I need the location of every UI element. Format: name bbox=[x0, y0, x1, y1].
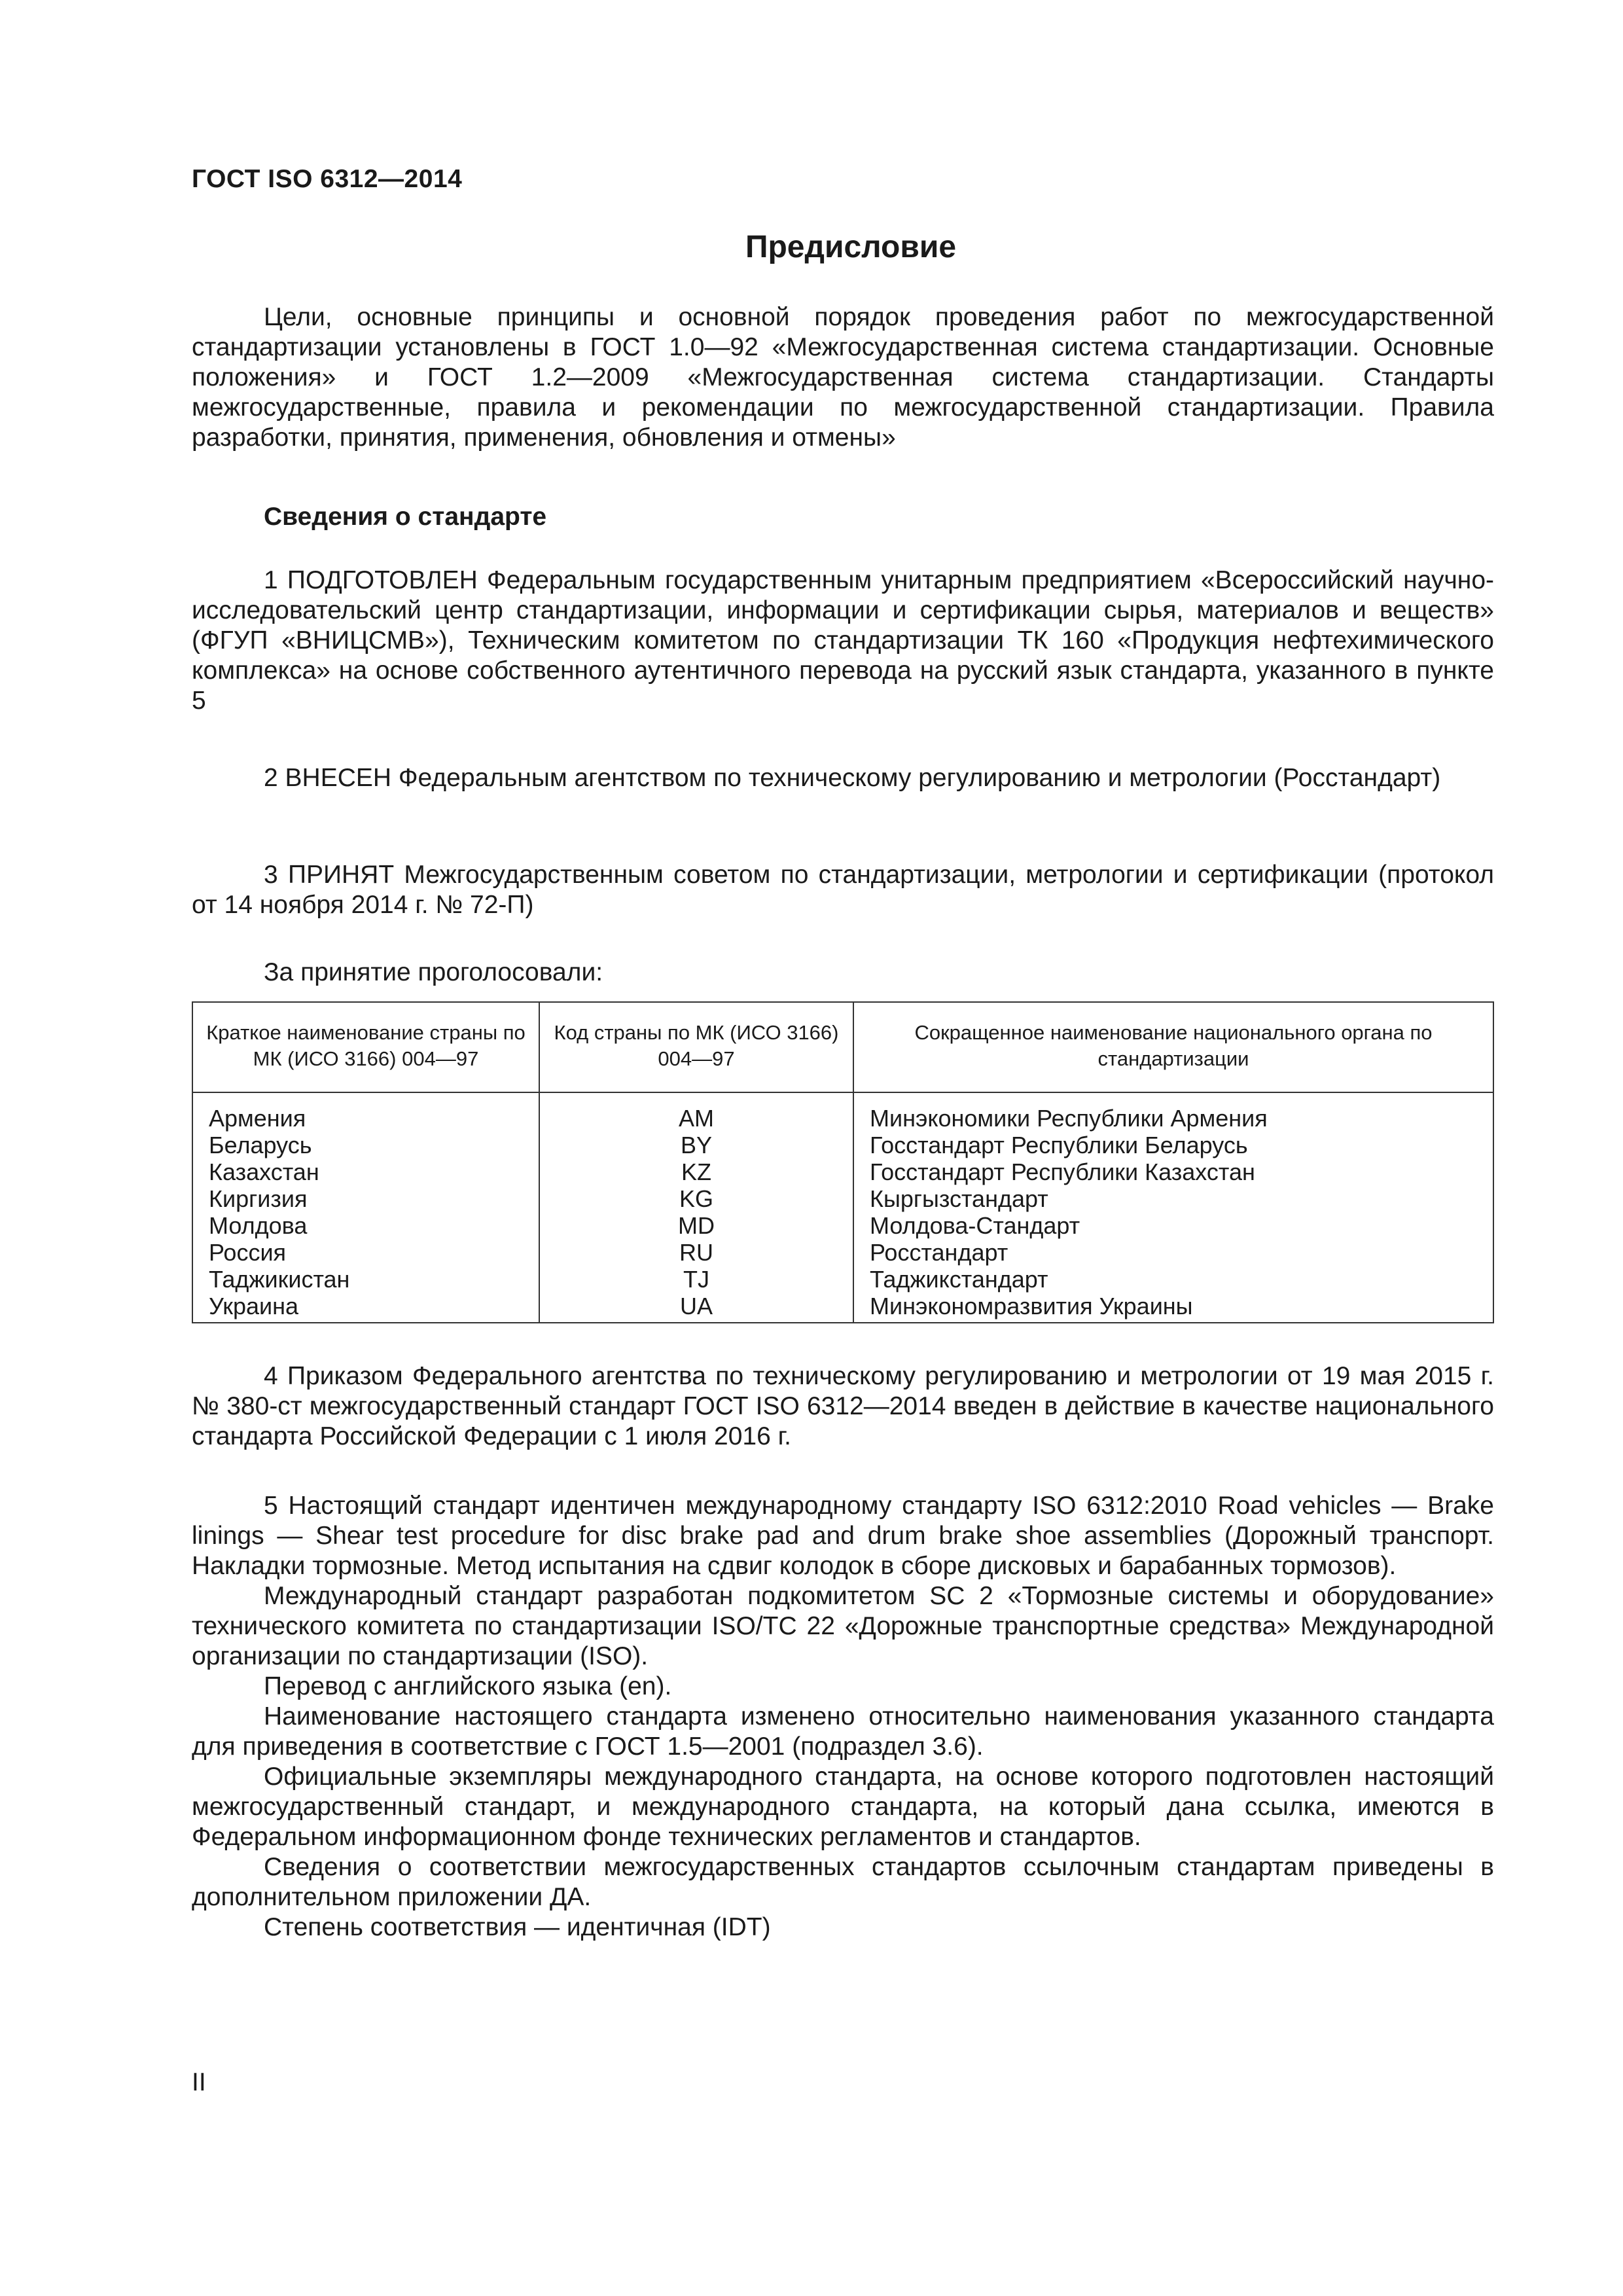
national-body: Минэкономики Республики Армения bbox=[853, 1092, 1493, 1132]
page-title: Предисловие bbox=[745, 230, 957, 264]
item-5 bbox=[192, 1491, 1494, 1943]
table-row bbox=[192, 1132, 1493, 1158]
country-code: AM bbox=[539, 1092, 853, 1132]
table-row bbox=[192, 1239, 1493, 1266]
country-name: Украина bbox=[192, 1293, 539, 1323]
section-subheading: Сведения о стандарте bbox=[264, 503, 547, 531]
item-5-degree: Степень соответствия — идентичная (IDT) bbox=[264, 1913, 771, 1941]
country-code: UA bbox=[539, 1293, 853, 1323]
header-country-name: Краткое наименование страны по МК (ИСО 3166) 004—97 bbox=[192, 1002, 539, 1092]
table-row bbox=[192, 1158, 1493, 1185]
intro-text: Цели, основные принципы и основной порядок проведения работ по межгосударственной стандартизации установлены в ГОСТ 1.0—92 «Межгосударственная система стандартизации. Основные положения» и ГОСТ 1.2—2009 «Межгосударственная система стандартизации. Стандарты межгосударственные, правила и рекомендации по межгосударственной стандартизации. Правила разработки, принятия, применения, обновления и отмены» bbox=[192, 303, 1494, 452]
item-1-text: 1 ПОДГОТОВЛЕН Федеральным государственным унитарным предприятием «Всероссийский научно-исследовательский центр стандартизации, информации и сертификации сырья, материалов и веществ» (ФГУП «ВНИЦСМВ»), Техническим комитетом по стандартизации ТК 160 «Продукция нефтехимического комплекса» на основе собственного аутентичного перевода на русский язык стандарта, указанного в пункте 5 bbox=[192, 566, 1494, 715]
item-5-official-copies: Официальные экземпляры международного стандарта, на основе которого подготовлен настоящий межгосударственный стандарт, и международного стандарта, на который дана ссылка, имеются в Федеральном информационном фонде технических регламентов и стандартов. bbox=[192, 1763, 1494, 1851]
country-code: KG bbox=[539, 1185, 853, 1212]
national-body: Госстандарт Республики Беларусь bbox=[853, 1132, 1493, 1158]
item-3 bbox=[192, 860, 1494, 920]
country-name: Армения bbox=[192, 1092, 539, 1132]
national-body: Росстандарт bbox=[853, 1239, 1493, 1266]
country-name: Таджикистан bbox=[192, 1266, 539, 1293]
country-code: BY bbox=[539, 1132, 853, 1158]
national-body: Кыргызстандарт bbox=[853, 1185, 1493, 1212]
table-header-row bbox=[192, 1002, 1493, 1092]
national-body: Таджикстандарт bbox=[853, 1266, 1493, 1293]
item-5-subcommittee: Международный стандарт разработан подкомитетом SC 2 «Тормозные системы и оборудование» технического комитета по стандартизации ISO/TC 22 «Дорожные транспортные средства» Международной организации по стандартизации (ISO). bbox=[192, 1582, 1494, 1670]
country-code: KZ bbox=[539, 1158, 853, 1185]
national-body: Молдова-Стандарт bbox=[853, 1212, 1493, 1239]
page-number: II bbox=[192, 2068, 206, 2096]
header-national-body: Сокращенное наименование национального органа по стандартизации bbox=[853, 1002, 1493, 1092]
national-body: Минэкономразвития Украины bbox=[853, 1293, 1493, 1323]
item-5-translation: Перевод с английского языка (en). bbox=[264, 1672, 672, 1700]
national-body: Госстандарт Республики Казахстан bbox=[853, 1158, 1493, 1185]
country-name: Беларусь bbox=[192, 1132, 539, 1158]
item-5-text: 5 Настоящий стандарт идентичен международному стандарту ISO 6312:2010 Road vehicles — Brake linings — Shear test procedure for disc brake pad and drum brake shoe assemblies (Дорожный транспорт. Накладки тормозные. Метод испытания на сдвиг колодок в сборе дисковых и барабанных тормозов). bbox=[192, 1492, 1494, 1580]
item-2-text: 2 ВНЕСЕН Федеральным агентством по техническому регулированию и метрологии (Росстандарт) bbox=[264, 764, 1441, 792]
country-code: TJ bbox=[539, 1266, 853, 1293]
item-3-text: 3 ПРИНЯТ Межгосударственным советом по стандартизации, метрологии и сертификации (протокол от 14 ноября 2014 г. № 72-П) bbox=[192, 861, 1494, 919]
country-name: Киргизия bbox=[192, 1185, 539, 1212]
item-5-references: Сведения о соответствии межгосударственных стандартов ссылочным стандартам приведены в дополнительном приложении ДА. bbox=[192, 1853, 1494, 1911]
item-1 bbox=[192, 565, 1494, 716]
country-code: RU bbox=[539, 1239, 853, 1266]
table-row bbox=[192, 1266, 1493, 1293]
voting-table bbox=[192, 1001, 1494, 1323]
table-row bbox=[192, 1293, 1493, 1323]
table-row bbox=[192, 1185, 1493, 1212]
country-code: MD bbox=[539, 1212, 853, 1239]
document-code-header: ГОСТ ISO 6312—2014 bbox=[192, 165, 463, 193]
item-2 bbox=[192, 763, 1494, 793]
table-row bbox=[192, 1212, 1493, 1239]
intro-paragraph bbox=[192, 302, 1494, 453]
header-country-code: Код страны по МК (ИСО 3166) 004—97 bbox=[539, 1002, 853, 1092]
item-4-text: 4 Приказом Федерального агентства по техническому регулированию и метрологии от 19 мая 2015 г. № 380-ст межгосударственный стандарт ГОСТ ISO 6312—2014 введен в действие в качестве национального стандарта Российской Федерации с 1 июля 2016 г. bbox=[192, 1362, 1494, 1450]
country-name: Россия bbox=[192, 1239, 539, 1266]
table-row bbox=[192, 1092, 1493, 1132]
item-4 bbox=[192, 1361, 1494, 1452]
votes-intro: За принятие проголосовали: bbox=[264, 958, 603, 986]
item-5-title-change: Наименование настоящего стандарта изменено относительно наименования указанного стандарта для приведения в соответствие с ГОСТ 1.5—2001 (подраздел 3.6). bbox=[192, 1702, 1494, 1761]
country-name: Казахстан bbox=[192, 1158, 539, 1185]
country-name: Молдова bbox=[192, 1212, 539, 1239]
